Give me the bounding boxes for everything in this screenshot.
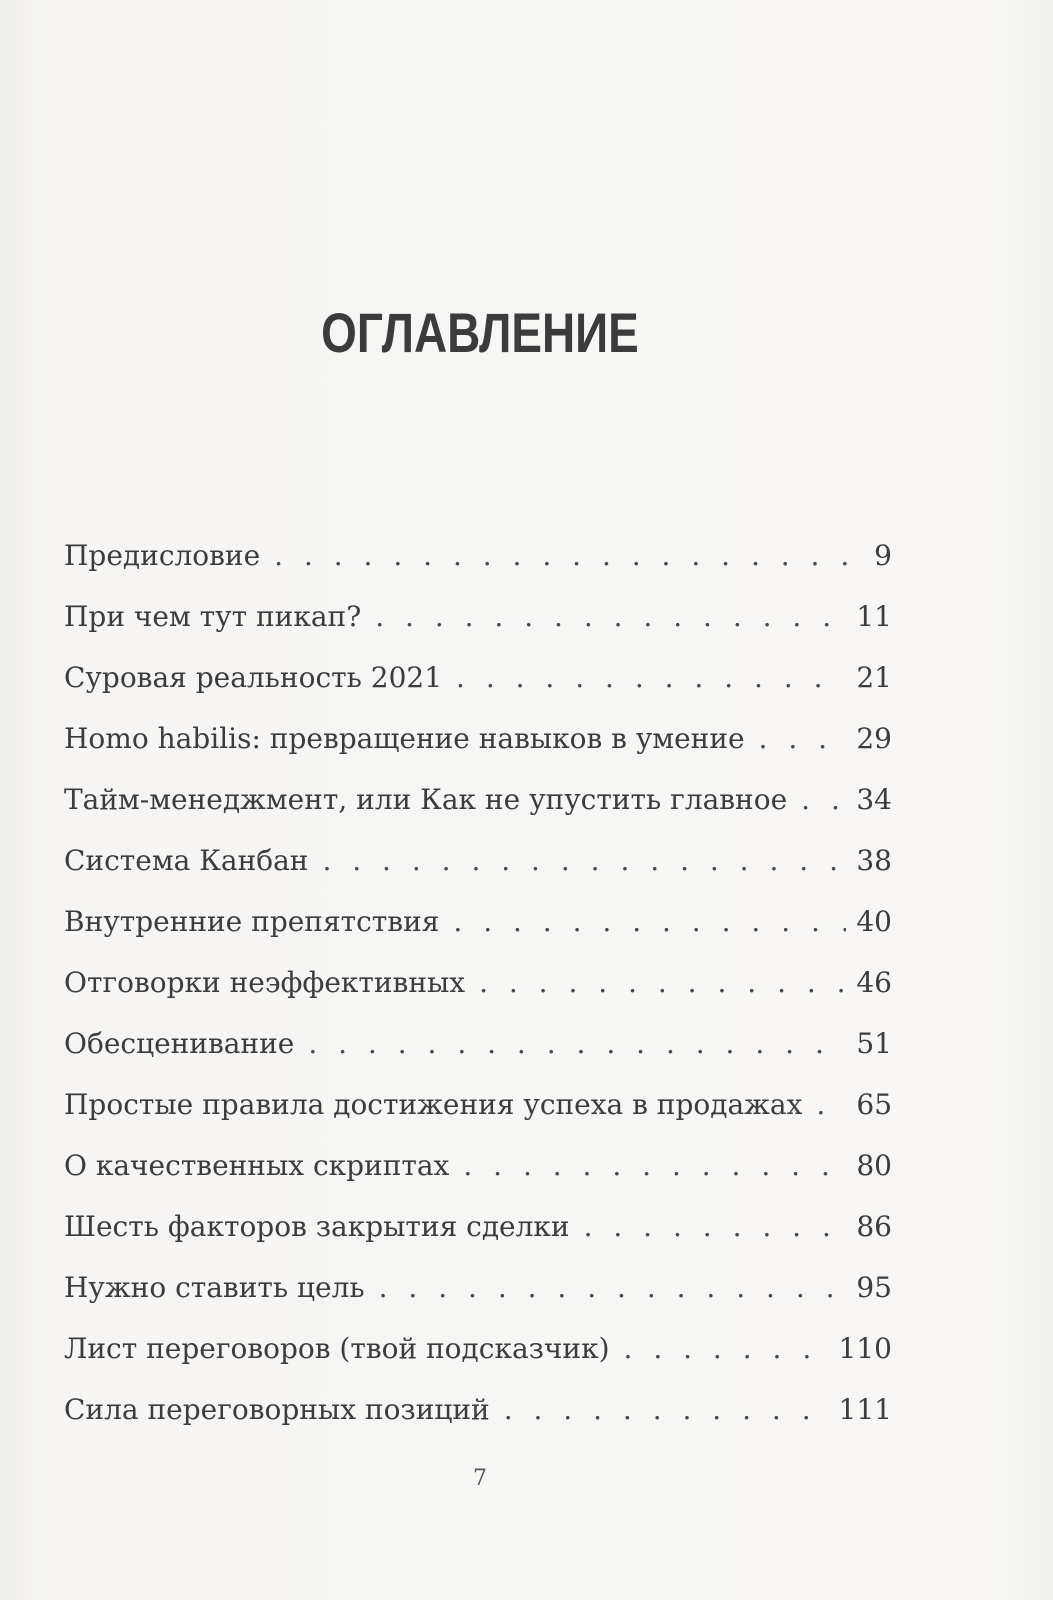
toc-entry-title: Сила переговорных позиций xyxy=(64,1393,490,1426)
toc-leader-dots xyxy=(801,780,846,820)
toc-entry-page: 11 xyxy=(856,600,892,633)
page-title: ОГЛАВЛЕНИЕ xyxy=(321,301,639,364)
toc-entry xyxy=(64,1268,892,1329)
toc-entry-title: Предисловие xyxy=(64,539,261,572)
toc-entry-title: При чем тут пикап? xyxy=(64,600,362,633)
toc-entry xyxy=(64,1390,892,1451)
toc-entry xyxy=(64,658,892,719)
toc-entry xyxy=(64,719,892,780)
toc-entry-page: 21 xyxy=(856,661,892,694)
toc-leader-dots xyxy=(816,1085,846,1125)
toc-entry xyxy=(64,1329,892,1390)
toc-entry-title: Шесть факторов закрытия сделки xyxy=(64,1210,570,1243)
toc-entry-page: 80 xyxy=(856,1149,892,1182)
toc-leader-dots xyxy=(453,902,846,942)
toc-entry-page: 34 xyxy=(856,783,892,816)
toc-entry-title: Тайм-менеджмент, или Как не упустить главное xyxy=(64,783,788,816)
toc-leader-dots xyxy=(759,719,847,759)
toc-entry-title: Homo habilis: превращение навыков в умение xyxy=(64,722,745,755)
toc-entry-title: Отговорки неэффективных xyxy=(64,966,466,999)
toc-entry-page: 110 xyxy=(838,1332,892,1365)
toc-entry-page: 38 xyxy=(856,844,892,877)
toc-entry-title: Суровая реальность 2021 xyxy=(64,661,443,694)
toc-entry xyxy=(64,1024,892,1085)
toc-entry-title: Система Канбан xyxy=(64,844,309,877)
toc-leader-dots xyxy=(379,1268,847,1308)
toc-entry-page: 29 xyxy=(856,722,892,755)
toc-leader-dots xyxy=(624,1329,829,1369)
toc-leader-dots xyxy=(274,536,852,576)
toc-leader-dots xyxy=(504,1390,829,1430)
toc-entry-page: 40 xyxy=(856,905,892,938)
toc-entry-title: Лист переговоров (твой подсказчик) xyxy=(64,1332,610,1365)
toc-leader-dots xyxy=(456,658,846,698)
table-of-contents xyxy=(64,536,892,1451)
toc-entry xyxy=(64,1085,892,1146)
toc-leader-dots xyxy=(375,597,846,637)
toc-entry-title: Внутренние препятствия xyxy=(64,905,440,938)
toc-entry xyxy=(64,963,892,1024)
toc-entry-page: 95 xyxy=(856,1271,892,1304)
toc-entry-page: 65 xyxy=(856,1088,893,1121)
toc-entry xyxy=(64,1207,892,1268)
toc-entry xyxy=(64,597,892,658)
toc-entry-page: 9 xyxy=(874,539,892,572)
toc-entry-page: 111 xyxy=(838,1393,892,1426)
toc-entry-title: Простые правила достижения успеха в продажах xyxy=(64,1088,803,1121)
toc-leader-dots xyxy=(584,1207,847,1247)
toc-entry-title: Нужно ставить цель xyxy=(64,1271,365,1304)
toc-entry-page: 86 xyxy=(856,1210,892,1243)
toc-leader-dots xyxy=(479,963,846,1003)
toc-entry xyxy=(64,1146,892,1207)
toc-entry xyxy=(64,780,892,841)
toc-leader-dots xyxy=(322,841,846,881)
toc-entry xyxy=(64,536,892,597)
toc-leader-dots xyxy=(463,1146,846,1186)
toc-entry xyxy=(64,902,892,963)
toc-entry-title: О качественных скриптах xyxy=(64,1149,450,1182)
toc-entry-page: 46 xyxy=(856,966,892,999)
page-number: 7 xyxy=(473,1466,487,1491)
toc-entry xyxy=(64,841,892,902)
toc-entry-title: Обесценивание xyxy=(64,1027,295,1060)
toc-entry-page: 51 xyxy=(856,1027,892,1060)
toc-leader-dots xyxy=(308,1024,846,1064)
